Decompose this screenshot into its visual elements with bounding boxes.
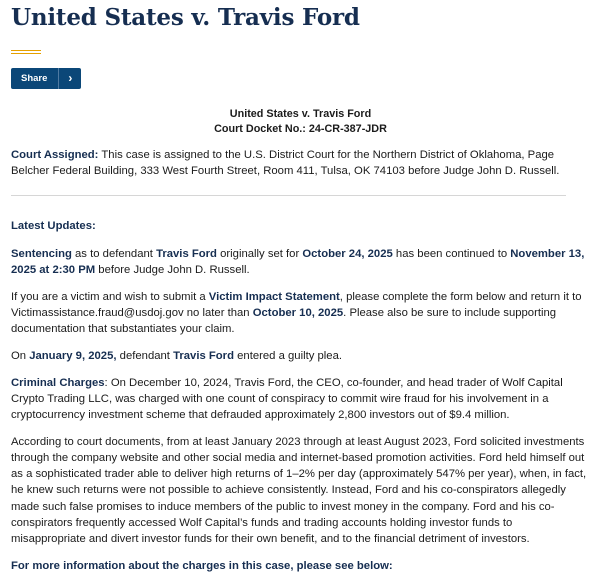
plea-text-3: entered a guilty plea. bbox=[233, 350, 343, 363]
guilty-plea-paragraph bbox=[11, 348, 590, 364]
sentencing-paragraph bbox=[11, 246, 590, 278]
plea-date: January 9, 2025, bbox=[29, 350, 117, 363]
criminal-charges-text: : On December 10, 2024, Travis Ford, the CEO, co-founder, and head trader of Wolf Capital Crypto Trading LLC, was charged with one count of conspiracy to commit wire fraud for his involvement in a cryptocurrency investment scheme that defrauded approximately 2,800 investors out of $9.4 million. bbox=[11, 377, 563, 422]
sentencing-text-4: before Judge John D. Russell. bbox=[95, 264, 250, 277]
sentencing-label: Sentencing bbox=[11, 248, 72, 261]
sentencing-defendant: Travis Ford bbox=[156, 248, 217, 261]
victim-text-2: , please complete the form below and return it to Victimassistance.fraud@usdoj.gov no later than bbox=[11, 291, 582, 320]
title-accent-rule bbox=[11, 50, 41, 54]
plea-defendant: Travis Ford bbox=[173, 350, 234, 363]
sentencing-new-date: November 13, 2025 at 2:30 PM bbox=[11, 248, 585, 277]
court-assigned-text: This case is assigned to the U.S. District Court for the Northern District of Oklahoma, Page Belcher Federal Building, 333 West Fourth Street, Room 411, Tulsa, OK 74103 before Judge John D. Russell. bbox=[11, 149, 560, 178]
victim-statement-paragraph bbox=[11, 289, 590, 337]
criminal-charges-label: Criminal Charges bbox=[11, 377, 105, 390]
court-assigned-paragraph bbox=[11, 147, 590, 179]
sentencing-text-2: originally set for bbox=[216, 248, 303, 261]
court-assigned-label: Court Assigned: bbox=[11, 149, 99, 161]
victim-text-3: . Please also be sure to include supporting documentation that substantiates your claim. bbox=[11, 307, 557, 336]
plea-text-2: defendant bbox=[116, 350, 174, 363]
sentencing-original-date: October 24, 2025 bbox=[302, 248, 393, 261]
victim-text-1: If you are a victim and wish to submit a bbox=[11, 291, 209, 304]
victim-deadline: October 10, 2025 bbox=[252, 307, 344, 320]
case-header bbox=[11, 107, 590, 137]
more-info-heading: For more information about the charges in this case, please see below: bbox=[11, 559, 393, 572]
page-title: United States v. Travis Ford bbox=[11, 4, 360, 31]
share-button[interactable] bbox=[11, 68, 81, 89]
victim-impact-statement-label: Victim Impact Statement bbox=[208, 291, 340, 304]
sentencing-text-1: as to defendant bbox=[71, 248, 157, 261]
criminal-charges-paragraph bbox=[11, 375, 590, 423]
case-name: United States v. Travis Ford bbox=[229, 108, 372, 120]
section-divider bbox=[11, 195, 566, 196]
sentencing-text-3: has been continued to bbox=[392, 248, 511, 261]
chevron-right-icon: › bbox=[58, 68, 81, 89]
case-docket: Court Docket No.: 24-CR-387-JDR bbox=[214, 123, 387, 135]
case-details-paragraph: According to court documents, from at least January 2023 through at least August 2023, Ford solicited investments through the company website and other social media and internet-based promotion activities. Ford held himself out as a sophisticated trader able to deliver high returns of 1–2% per day (approximately 547% per year), when, in fact, he knew such returns were not possible to achieve consistently. Instead, Ford and his co-conspirators allegedly made such false promises to induce members of the public to invest money in the company. Ford and his co-conspirators frequently accessed Wolf Capital’s funds and trading accounts holding investor funds to misappropriate and divert investor funds for their own benefit, and to the financial detriment of investors. bbox=[11, 436, 587, 545]
plea-text-1: On bbox=[11, 350, 30, 363]
latest-updates-heading: Latest Updates: bbox=[11, 220, 96, 233]
share-button-label: Share bbox=[21, 72, 48, 84]
